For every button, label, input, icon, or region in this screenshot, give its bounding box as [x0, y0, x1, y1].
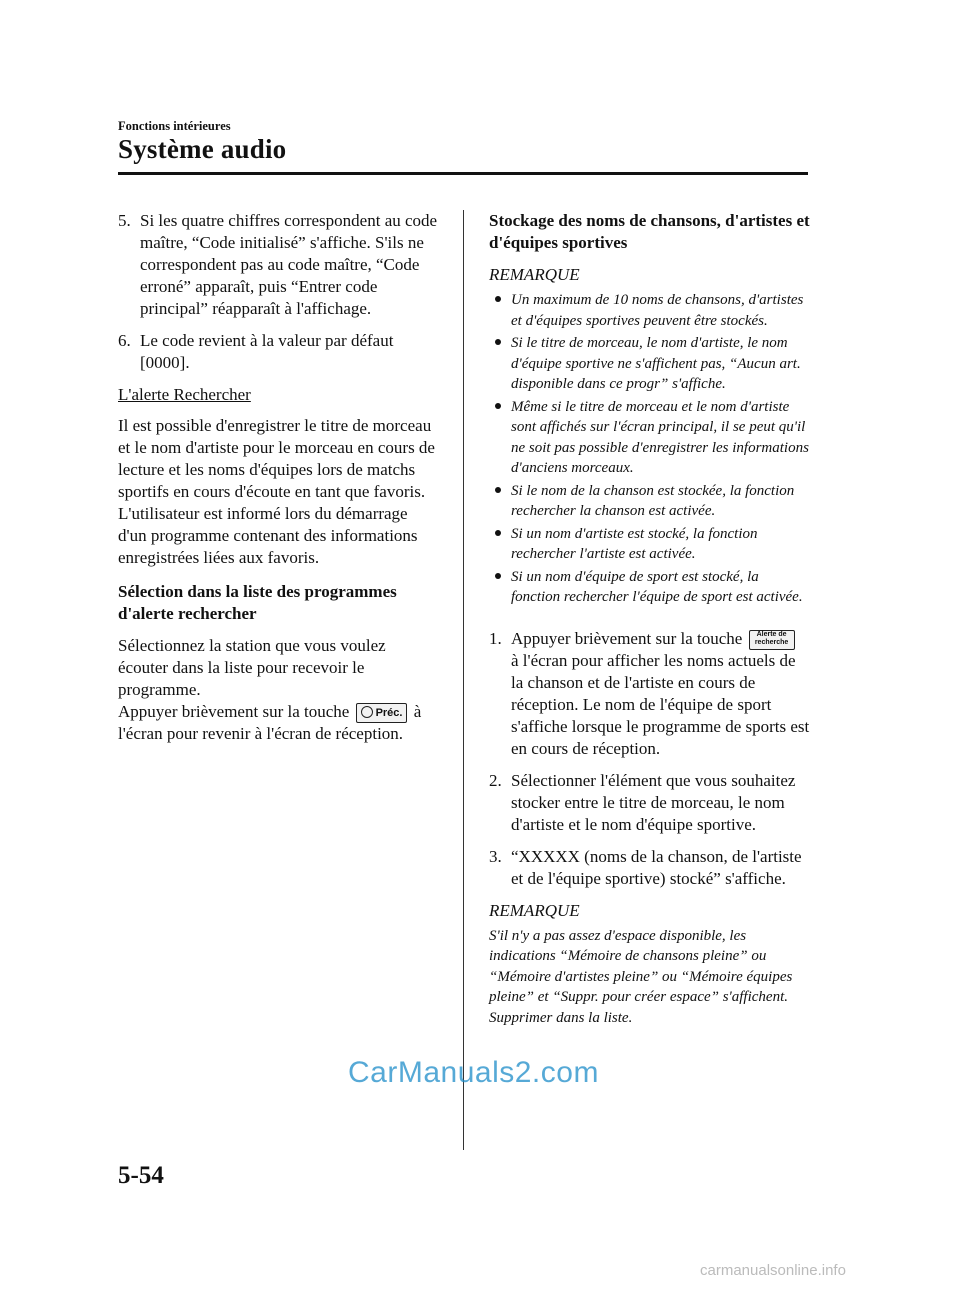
- bullet-icon: [495, 403, 501, 409]
- remarque-item-text: Si le titre de morceau, le nom d'artiste, le nom d'équipe sportive ne s'affichent pas, “Aucun art. disponible dans ce progr” s'affiche.: [511, 335, 801, 392]
- bullet-icon: [495, 530, 501, 536]
- alerte-button-line1: Alerte de: [756, 630, 787, 638]
- remarque-item-text: Même si le titre de morceau et le nom d'artiste sont affichés sur l'écran principal, il se peut qu'il ne soit pas possible d'enregistrer les informations d'anciens morceaux.: [511, 398, 809, 476]
- storage-heading: Stockage des noms de chansons, d'artistes et d'équipes sportives: [489, 211, 810, 252]
- step-text: [511, 628, 811, 760]
- step-item: [489, 628, 811, 760]
- step-item: [489, 770, 811, 836]
- selection-paragraph: [118, 635, 438, 745]
- list-item: [118, 330, 438, 374]
- bullet-icon: [495, 487, 501, 493]
- selection-instruction-before: Appuyer brièvement sur la touche: [118, 702, 350, 721]
- remarque-item: [489, 290, 811, 331]
- remarque-item-text: Si le nom de la chanson est stockée, la fonction rechercher la chanson est activée.: [511, 482, 795, 519]
- item-number: 5.: [118, 211, 131, 230]
- remarque-item-text: Un maximum de 10 noms de chansons, d'artistes et d'équipes sportives peuvent être stockés.: [511, 292, 804, 329]
- step-text: Sélectionner l'élément que vous souhaitez stocker entre le titre de morceau, le nom d'artiste et le nom d'équipe sportive.: [511, 770, 796, 834]
- step-item: [489, 846, 811, 890]
- remarque-label: REMARQUE: [489, 265, 580, 284]
- page-title: Système audio: [118, 134, 287, 164]
- bullet-icon: [495, 339, 501, 345]
- step-text-before: Appuyer brièvement sur la touche: [511, 628, 743, 648]
- step-text: “XXXXX (noms de la chanson, de l'artiste et de l'équipe sportive) stocké” s'affiche.: [511, 846, 802, 888]
- remarque-item-text: Si un nom d'équipe de sport est stocké, la fonction rechercher l'équipe de sport est activée.: [511, 568, 803, 605]
- watermark-carmanuals2[interactable]: CarManuals2.com: [348, 1056, 599, 1089]
- alerte-recherche-button-icon: [749, 630, 795, 650]
- remarque-item: [489, 397, 811, 479]
- back-icon: [361, 706, 373, 718]
- bullet-icon: [495, 296, 501, 302]
- watermark-carmanualsonline[interactable]: carmanualsonline.info: [700, 1262, 846, 1279]
- right-column: [489, 210, 811, 1028]
- selection-instruction-after: à l'écran pour revenir à l'écran de réception.: [118, 702, 422, 744]
- prec-button-icon: [356, 703, 408, 723]
- column-divider: [463, 210, 464, 1150]
- step-number: 1.: [489, 628, 502, 648]
- item-text: Le code revient à la valeur par défaut [0000].: [140, 331, 394, 372]
- page-number: 5-54: [118, 1162, 164, 1189]
- alerte-button-line2: recherche: [754, 638, 789, 646]
- item-text: Si les quatre chiffres correspondent au code maître, “Code initialisé” s'affiche. S'ils ne correspondent pas au code maître, “Code erroné” apparaît, puis “Entrer code principal” réapparaît à l'affichage.: [140, 211, 438, 318]
- list-item: [118, 210, 438, 320]
- remarque-text-2: S'il n'y a pas assez d'espace disponible, les indications “Mémoire de chansons pleine” ou “Mémoire d'artistes pleine” ou “Mémoire équipes pleine” et “Suppr. pour créer espace” s'affichent. Supprimer dans la liste.: [489, 927, 793, 1026]
- selection-text: Sélectionnez la station que vous voulez écouter dans la liste pour recevoir le programme.: [118, 636, 386, 699]
- remarque-item: [489, 333, 811, 395]
- prec-button-label: Préc.: [375, 707, 403, 720]
- step-number: 3.: [489, 846, 502, 866]
- remarque-item: [489, 524, 811, 565]
- alert-paragraph: Il est possible d'enregistrer le titre de morceau et le nom d'artiste pour le morceau en cours de lecture et les noms d'équipes lors de matchs sportifs en cours d'écoute en tant que favoris. L'utilisateur est informé lors du démarrage d'un programme contenant des informations enregistrées liées aux favoris.: [118, 416, 435, 567]
- remarque-label-2: REMARQUE: [489, 900, 580, 920]
- remarque-item: [489, 481, 811, 522]
- selection-heading: Sélection dans la liste des programmes d'alerte rechercher: [118, 582, 397, 623]
- alert-section-title: L'alerte Rechercher: [118, 385, 251, 404]
- remarque-list: [489, 290, 811, 608]
- item-number: 6.: [118, 331, 131, 350]
- step-text-after: à l'écran pour afficher les noms actuels de la chanson et de l'artiste en cours de réception. Le nom de l'équipe de sport s'affiche lorsque le programme de sports est en cours de réception.: [511, 650, 810, 758]
- bullet-icon: [495, 573, 501, 579]
- header-rule: [118, 172, 808, 175]
- left-column: [118, 210, 438, 745]
- section-subtitle: Fonctions intérieures: [118, 119, 231, 133]
- remarque-item-text: Si un nom d'artiste est stocké, la fonction rechercher l'artiste est activée.: [511, 525, 758, 562]
- remarque-item: [489, 567, 811, 608]
- step-number: 2.: [489, 770, 502, 790]
